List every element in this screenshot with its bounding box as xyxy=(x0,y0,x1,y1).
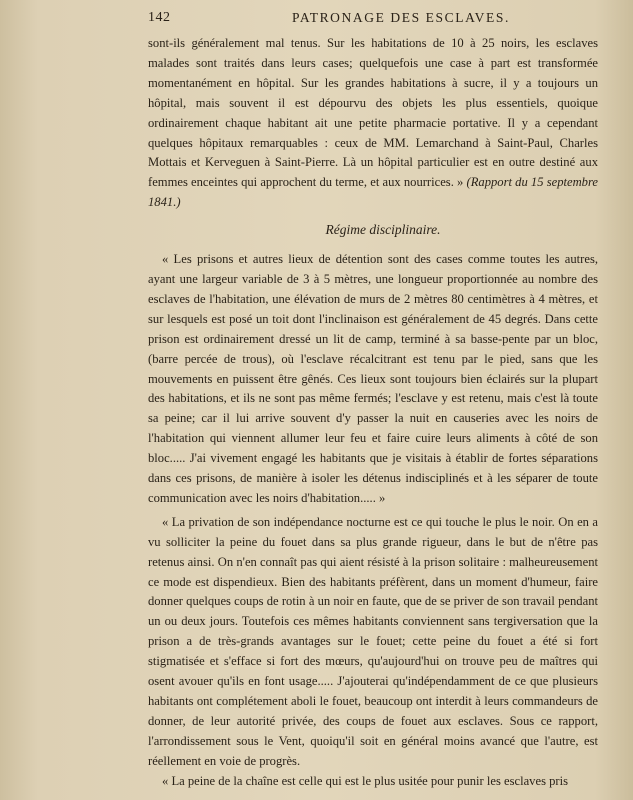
paragraph-hospitals-text: sont-ils généralement mal tenus. Sur les habitations de 10 à 25 noirs, les esclaves malades sont traités dans leurs cases; quelquefois une case à part est transformée momentanément en hôpital. Sur les grandes habitations à sucre, il y a toujours un hôpital, mais souvent il est dépourvu des objets les plus essentiels, quoique ordinairement chaque habitant ait une petite pharmacie portative. Il y a cependant quelques hôpitaux remarquables : ceux de MM. Lemarchand à Saint-Paul, Charles Mottais et Kerveguen à Saint-Pierre. Là un hôpital particulier est en outre destiné aux femmes enceintes qui approchent du terme, et aux nourrices. » xyxy=(148,36,598,190)
page-number: 142 xyxy=(148,10,171,25)
section-heading: Régime disciplinaire. xyxy=(325,222,441,238)
report-citation: (Rapport du 15 septembre 1841.) xyxy=(148,175,598,210)
paragraph-independence: « La privation de son indépendance nocturne est ce qui touche le plus le noir. On en a vu solliciter la peine du fouet dans sa plus grande rigueur, dans le but de n'être pas retenus ainsi. On n'en connaît pas qui aient résisté à la prison solitaire : malheureusement ce mode est dispendieux. Bien des habitants préfèrent, dans un moment d'humeur, faire donner quelques coups de rotin à un noir en faute, que de se priver de son travail pendant un ou deux jours. Toutefois ces mêmes habitants conviennent sans tergiversation que la prison a de très-grands avantages sur le fouet; cette peine du fouet a été si fort stigmatisée et s'efface si fort des mœurs, qu'aujourd'hui on trouve peu de maîtres qui osent avouer qu'ils en font usage..... J'ajouterai qu'indépendamment de ce que plusieurs habitants ont complétement aboli le fouet, beaucoup ont interdit à leurs commandeurs de donner, de leur autorité privée, des coups de fouet aux esclaves. Sous ce rapport, l'arrondissement sous le Vent, quoiqu'il soit en général moins avancé que l'autre, est réellement en voie de progrès. xyxy=(148,514,598,768)
running-title: PATRONAGE DES ESCLAVES. xyxy=(292,10,510,25)
paragraph-prisons: « Les prisons et autres lieux de détention sont des cases comme toutes les autres, ayant une largeur variable de 3 à 5 mètres, une longueur proportionnée au nombre des esclaves de l'habitation, une élévation de murs de 2 mètres 80 centimètres à 4 mètres, et sur lesquels est posé un toit dont l'inclinaison est généralement de 45 degrés. Dans cette prison est ordinairement dressé un lit de camp, terminé à sa basse-pente par un bloc, (barre percée de trous), où l'esclave récalcitrant est tenu par le pied, sans que les mouvements en puissent être gênés. Ces lieux sont toujours bien éclairés sur la plupart des habitations, et ils ne sont pas même fermés; l'esclave y est retenu, mais c'est là toute sa peine; car il lui arrive souvent d'y passer la nuit en causeries avec les noirs de l'habitation qui viennent allumer leur feu et faire cuire leurs aliments à côté de son bloc..... J'ai vivement engagé les habitants que je visitais à établir de fortes séparations dans ces prisons, de manière à isoler les détenus indisciplinés et à les séparer de toute communication avec les noirs d'habitation..... » xyxy=(148,252,598,505)
body-text xyxy=(148,34,598,792)
paragraph-hospitals xyxy=(148,34,598,213)
page-header xyxy=(148,10,621,32)
paragraph-chain: « La peine de la chaîne est celle qui est le plus usitée pour punir les esclaves pris xyxy=(162,773,569,788)
